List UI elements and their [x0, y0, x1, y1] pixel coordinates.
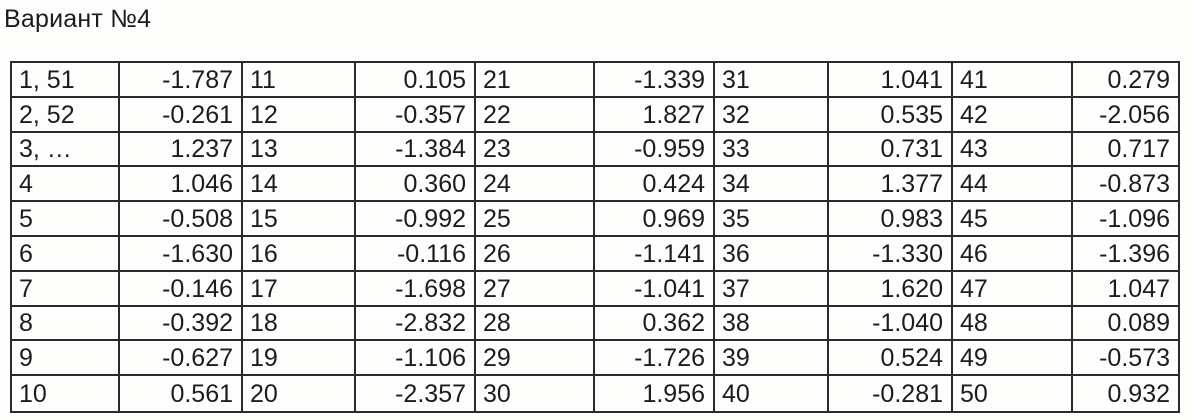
table-index-cell: 2, 52	[12, 98, 120, 133]
table-value-cell: -1.106	[356, 341, 476, 376]
table-index-cell: 18	[243, 307, 356, 342]
table-index-cell: 11	[243, 63, 356, 98]
table-value-cell: 0.932	[1107, 380, 1170, 409]
table-value-cell: 0.717	[1073, 133, 1178, 168]
table-value-cell: -0.508	[120, 202, 243, 237]
table-value-cell: 0.105	[356, 63, 476, 98]
table-value-cell: -1.726	[595, 341, 715, 376]
table-index-cell: 47	[953, 272, 1073, 307]
table-index-cell: 45	[953, 202, 1073, 237]
table-value-cell: -1.041	[595, 272, 715, 307]
table-value-cell: -1.141	[595, 237, 715, 272]
table-value-cell: 1.047	[1073, 272, 1178, 307]
table-value-cell: -0.873	[1073, 167, 1178, 202]
table-index-cell: 37	[715, 272, 829, 307]
table-index-cell: 49	[953, 341, 1073, 376]
table-index-cell: 1, 51	[12, 63, 120, 98]
table-index-cell: 44	[953, 167, 1073, 202]
table-value-cell: -2.832	[356, 307, 476, 342]
table-value-cell: -0.146	[120, 272, 243, 307]
table-index-cell: 7	[12, 272, 120, 307]
table-index-cell: 25	[476, 202, 595, 237]
table-index-cell: 50	[953, 376, 1073, 411]
table-value-cell: -1.787	[120, 63, 243, 98]
table-index-cell: 36	[715, 237, 829, 272]
table-index-cell: 22	[476, 98, 595, 133]
table-index-cell: 13	[243, 133, 356, 168]
table-index-cell: 43	[953, 133, 1073, 168]
table-value-cell: 0.362	[595, 307, 715, 342]
table-index-cell: 32	[715, 98, 829, 133]
table-index-cell: 38	[715, 307, 829, 342]
table-index-cell: 48	[953, 307, 1073, 342]
table-index-cell: 34	[715, 167, 829, 202]
table-index-cell: 26	[476, 237, 595, 272]
table-index-cell: 28	[476, 307, 595, 342]
table-index-cell: 27	[476, 272, 595, 307]
page-title: Вариант №4	[4, 5, 152, 33]
table-index-cell: 31	[715, 63, 829, 98]
table-value-cell: 0.279	[1073, 63, 1178, 98]
table-value-cell: -1.096	[1073, 202, 1178, 237]
table-value-cell: 0.535	[829, 98, 953, 133]
table-value-cell: -1.630	[120, 237, 243, 272]
table-value-cell: -0.357	[356, 98, 476, 133]
table-value-cell: -1.698	[356, 272, 476, 307]
table-value-cell: 0.983	[829, 202, 953, 237]
table-value-cell: -2.357	[356, 376, 476, 411]
table-value-cell: -1.040	[829, 307, 953, 342]
table-value-cell: 1.046	[120, 167, 243, 202]
table-value-cell: 0.969	[595, 202, 715, 237]
table-index-cell: 35	[715, 202, 829, 237]
table-value-cell: -2.056	[1073, 98, 1178, 133]
table-index-cell: 5	[12, 202, 120, 237]
table-index-cell: 21	[476, 63, 595, 98]
table-value-cell: -0.573	[1073, 341, 1178, 376]
table-index-cell: 4	[12, 167, 120, 202]
table-index-cell: 8	[12, 307, 120, 342]
table-index-cell: 14	[243, 167, 356, 202]
table-index-cell: 46	[953, 237, 1073, 272]
table-value-cell: 0.424	[595, 167, 715, 202]
table-value-cell: 1.956	[595, 376, 715, 411]
table-index-cell: 3, …	[12, 133, 120, 168]
table-value-cell: -0.992	[356, 202, 476, 237]
table-index-cell: 16	[243, 237, 356, 272]
table-index-cell: 41	[953, 63, 1073, 98]
table-value-cell: -1.396	[1073, 237, 1178, 272]
table-value-cell: 0.360	[356, 167, 476, 202]
table-value-cell: 1.237	[120, 133, 243, 168]
table-value-cell: 0.089	[1073, 307, 1178, 342]
table-index-cell: 33	[715, 133, 829, 168]
table-index-cell: 42	[953, 98, 1073, 133]
table-index-cell: 40	[715, 376, 829, 411]
table-index-cell: 23	[476, 133, 595, 168]
table-value-cell: -1.339	[595, 63, 715, 98]
table-value-cell: 1.620	[829, 272, 953, 307]
table-index-cell: 12	[243, 98, 356, 133]
table-value-cell: -0.116	[356, 237, 476, 272]
table-value-cell: -0.627	[120, 341, 243, 376]
table-index-cell: 19	[243, 341, 356, 376]
table-index-cell: 15	[243, 202, 356, 237]
table-value-cell: -0.261	[120, 98, 243, 133]
table-value-cell: -0.392	[120, 307, 243, 342]
table-value-cell: 0.731	[829, 133, 953, 168]
table-index-cell: 6	[12, 237, 120, 272]
table-index-cell: 10	[12, 376, 120, 411]
table-index-cell: 30	[476, 376, 595, 411]
table-value-cell: 0.524	[829, 341, 953, 376]
table-value-cell: -0.959	[595, 133, 715, 168]
table-index-cell: 29	[476, 341, 595, 376]
table-value-cell: 0.561	[120, 376, 243, 411]
table-index-cell: 17	[243, 272, 356, 307]
table-index-cell: 20	[243, 376, 356, 411]
table-value-cell: 1.377	[829, 167, 953, 202]
table-index-cell: 24	[476, 167, 595, 202]
data-table	[10, 61, 1180, 413]
table-value-cell: 1.041	[829, 63, 953, 98]
table-value-cell: 1.827	[595, 98, 715, 133]
table-value-cell: -1.384	[356, 133, 476, 168]
table-index-cell: 39	[715, 341, 829, 376]
table-index-cell: 9	[12, 341, 120, 376]
table-value-cell: -1.330	[829, 237, 953, 272]
table-value-cell: -0.281	[829, 376, 953, 411]
